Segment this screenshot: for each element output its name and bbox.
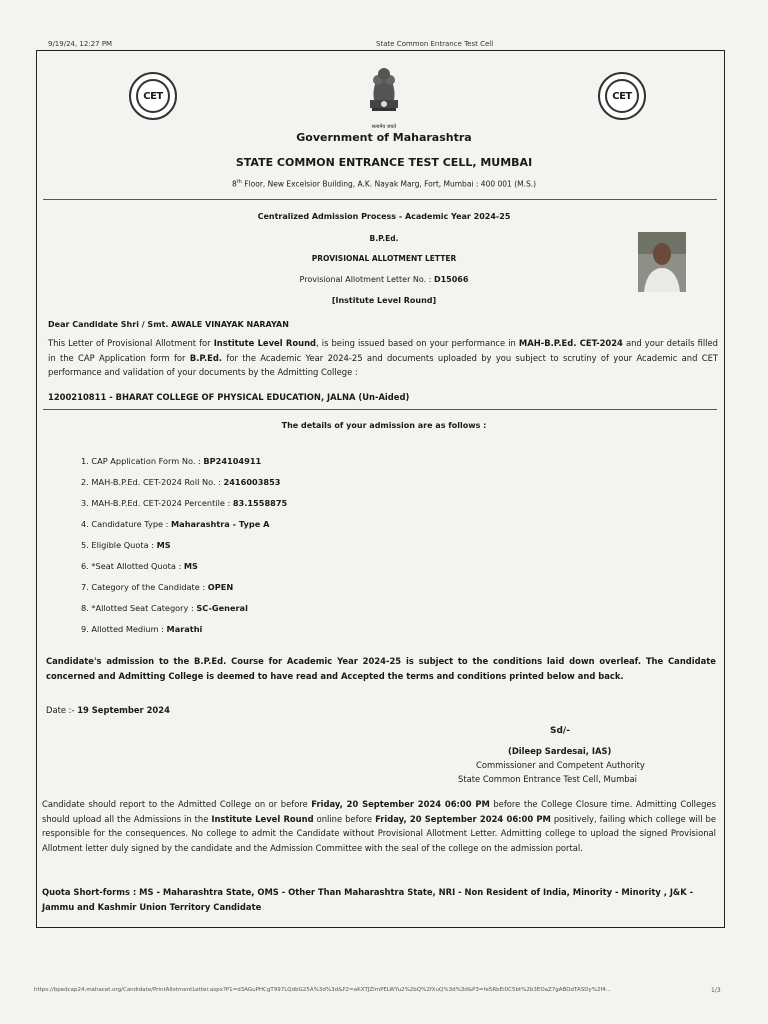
reporting-instructions: Candidate should report to the Admitted College on or before Friday, 20 September 2024 06:00 PM before the College Closure time. Admitting Colleges should upload all the Admissions in the Institute Level Round online before Friday, 20 September 2024 06:00 PM positively, failing which college will be responsible for the consequences. No college to admit the Candidate without Provisional Allotment Letter. Admitting college to upload the signed Provisional Allotment letter duly signed by the candidate and the Admission Committee with the seal of the college on the admission portal. xyxy=(42,799,716,853)
list-item: 1. CAP Application Form No. : BP24104911 xyxy=(81,456,262,466)
cet-logo-right xyxy=(598,72,646,120)
salutation: Dear Candidate Shri / Smt. AWALE VINAYAK NARAYAN xyxy=(48,320,289,329)
list-item: 4. Candidature Type : Maharashtra - Type A xyxy=(81,519,270,529)
quota-shortforms: Quota Short-forms : MS - Maharashtra State, OMS - Other Than Maharashtra State, NRI - Non Resident of India, Minority - Minority , J&K - Jammu and Kashmir Union Territory Candidate xyxy=(42,887,694,912)
round-title: [Institute Level Round] xyxy=(331,296,437,305)
list-item: 2. MAH-B.P.Ed. CET-2024 Roll No. : 2416003853 xyxy=(81,477,281,487)
list-item: 8. *Allotted Seat Category : SC-General xyxy=(81,603,248,613)
list-item: 7. Category of the Candidate : OPEN xyxy=(81,582,234,592)
list-item: 3. MAH-B.P.Ed. CET-2024 Percentile : 83.1558875 xyxy=(81,498,288,508)
letter-number: Provisional Allotment Letter No. : D15066 xyxy=(299,275,469,284)
conditions-paragraph: Candidate's admission to the B.P.Ed. Course for Academic Year 2024-25 is subject to the conditions laid down overleaf. The Candidate concerned and Admitting College is deemed to have read and Accepted the terms and conditions printed below and back. xyxy=(46,656,716,681)
emblem-caption: सत्यमेव जयते xyxy=(371,124,397,130)
candidate-photo xyxy=(638,232,686,292)
college-name: 1200210811 - BHARAT COLLEGE OF PHYSICAL EDUCATION, JALNA (Un-Aided) xyxy=(48,392,410,402)
intro-paragraph: This Letter of Provisional Allotment for Institute Level Round, is being issued based on your performance in MAH-B.P.Ed. CET-2024 and your details filled in the CAP Application form for B.P.Ed. for the Academic Year 2024-25 and documents uploaded by you subject to scrutiny of your Academic and CET performance and validation of your documents by the Admitting College : xyxy=(48,338,718,377)
national-emblem-icon xyxy=(360,60,408,130)
cet-logo-left xyxy=(129,72,177,120)
details-heading: The details of your admission are as follows : xyxy=(281,421,487,430)
print-title: State Common Entrance Test Cell xyxy=(376,40,494,48)
list-item: 9. Allotted Medium : Marathi xyxy=(81,624,203,634)
address: 8th Floor, New Excelsior Building, A.K. Nayak Marg, Fort, Mumbai : 400 001 (M.S.) xyxy=(231,179,537,189)
cet-logo-right-text: CET xyxy=(605,79,639,113)
print-timestamp: 9/19/24, 12:27 PM xyxy=(48,40,113,48)
college-divider xyxy=(43,409,717,410)
letter-title: PROVISIONAL ALLOTMENT LETTER xyxy=(311,254,457,263)
list-item: 6. *Seat Allotted Quota : MS xyxy=(81,561,198,571)
signatory-office: State Common Entrance Test Cell, Mumbai xyxy=(458,774,637,784)
page-number: 1/3 xyxy=(711,987,721,994)
cell-title: STATE COMMON ENTRANCE TEST CELL, MUMBAI xyxy=(235,156,533,169)
signatory-role: Commissioner and Competent Authority xyxy=(476,760,645,770)
process-title: Centralized Admission Process - Academic Year 2024-25 xyxy=(257,212,511,221)
course-title: B.P.Ed. xyxy=(369,234,399,243)
signatory-name: (Dileep Sardesai, IAS) xyxy=(508,746,612,756)
footer-url: https://bpedcap24.mahacet.org/Candidate/PrintAllotmentLetter.aspx?P1=d3AGuPHCgT997LQdbG25A%3d%3d&P2=aKXTJZlmPELWYu2%2bQ%2fXuQ%3d%3d&P3=fe5RbEi0C5bt%2b3EOaZ7gABOdTASDy%2f4... xyxy=(34,987,612,993)
list-item: 5. Eligible Quota : MS xyxy=(81,540,171,550)
header-divider xyxy=(43,199,717,200)
gov-title: Government of Maharashtra xyxy=(296,131,472,144)
cet-logo-left-text: CET xyxy=(136,79,170,113)
letter-date: Date :- 19 September 2024 xyxy=(46,705,170,715)
signature-sd: Sd/- xyxy=(550,726,570,736)
